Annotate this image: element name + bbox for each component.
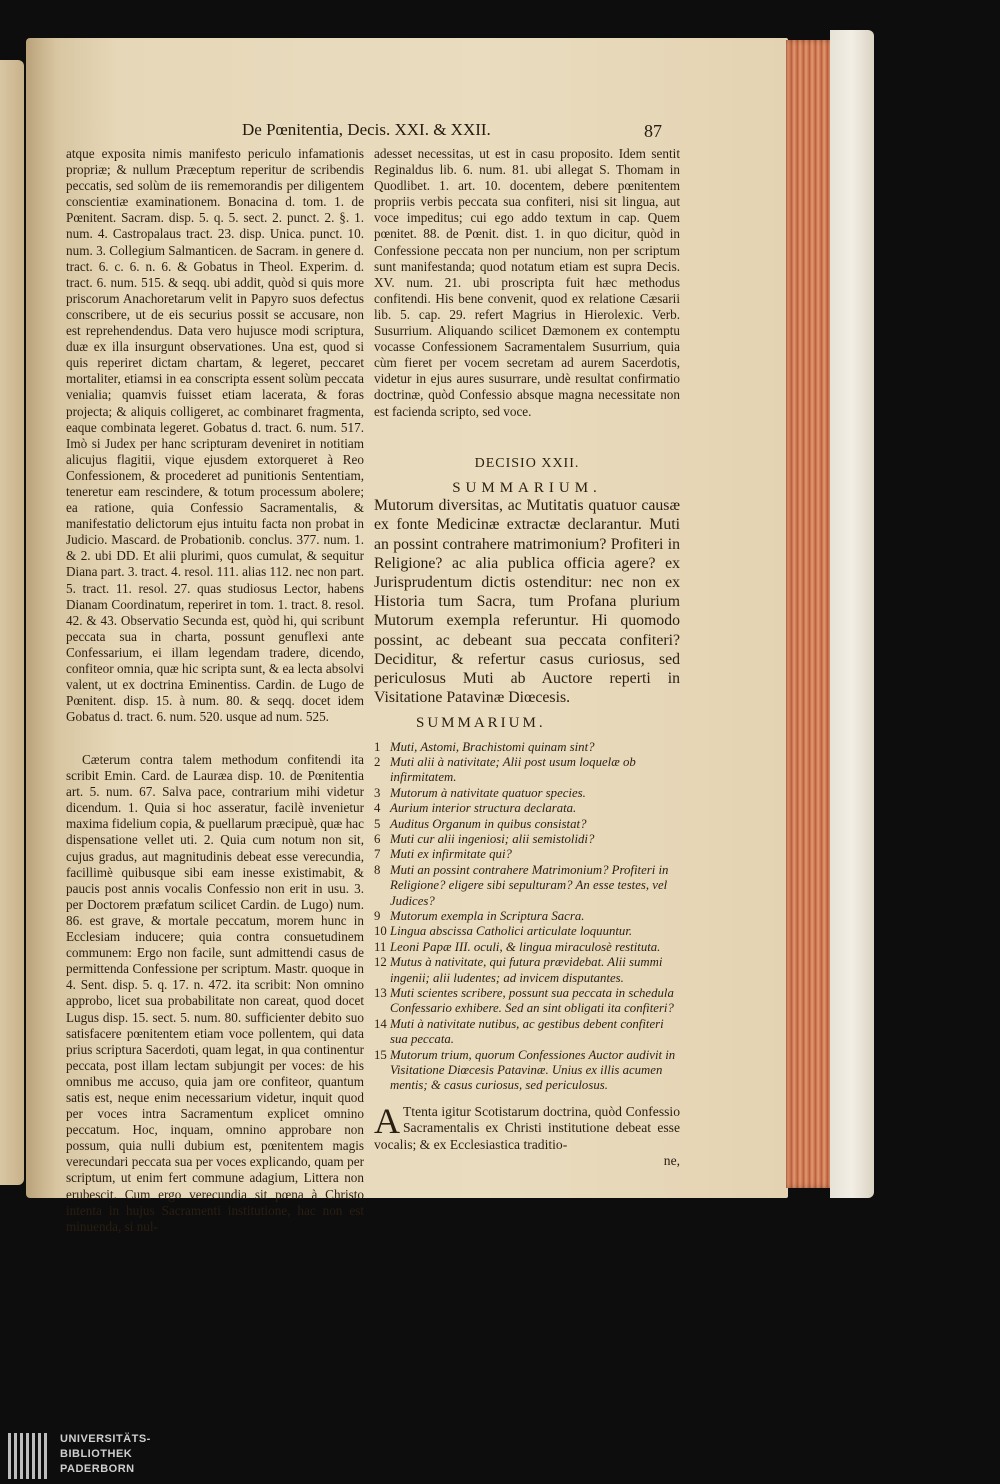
summary-list xyxy=(374,740,680,1094)
summary-item-number: 13 xyxy=(374,986,387,1001)
summary-item-text: Auditus Organum in quibus consistat? xyxy=(390,816,587,831)
summary-item xyxy=(374,755,680,786)
summary-item xyxy=(374,1048,680,1094)
summary-item-text: Lingua abscissa Catholici articulate loquuntur. xyxy=(390,924,633,939)
final-text: Ttenta igitur Scotistarum doctrina, quòd Confessio Sacramentalis ex Christi institutione debeat esse vocalis; & ex Ecclesiastica traditio- xyxy=(374,1103,680,1152)
decisio-heading: DECISIO XXII. xyxy=(474,456,580,471)
summary-item xyxy=(374,801,680,816)
summary-item xyxy=(374,832,680,847)
summary-item-number: 2 xyxy=(374,754,381,769)
summary-item-text: Mutorum à nativitate quatuor species. xyxy=(390,785,586,800)
left-column xyxy=(66,146,364,1234)
summary-item-number: 12 xyxy=(374,955,387,970)
page-fore-edge xyxy=(786,40,832,1188)
summary-item-text: Muti, Astomi, Brachistomi quinam sint? xyxy=(390,739,595,754)
summarium-heading: SUMMARIUM. xyxy=(452,480,602,497)
logo-line-2: BIBLIOTHEK xyxy=(60,1448,133,1460)
library-logo-icon xyxy=(8,1433,50,1479)
facing-page-edge xyxy=(0,60,24,1185)
summary-item-text: Muti à nativitate nutibus, ac gestibus debent confiteri sua peccata. xyxy=(390,1016,664,1047)
running-header xyxy=(242,118,742,144)
decisio-abstract: Mutorum diversitas, ac Mutitatis quatuor causæ ex fonte Medicinæ extractæ declarantur. Muti an possint contrahere matrimonium? Profiteri in Religione? ac alia publica officia agere? ex Jurisprudentum dictis ostenditur: nec non ex Historia tum Sacra, tum Profana plurium Mutorum exempla referuntur. Hi quomodo possint, ac debeant sua peccata confiteri? Deciditur, & refertur casus curiosus, sed periculosus Muti ab Auctore reperti in Visitatione Patavinæ Diœcesis. xyxy=(374,497,680,707)
logo-line-3: PADERBORN xyxy=(60,1463,135,1475)
summary-item xyxy=(374,786,680,801)
summary-item-number: 8 xyxy=(374,862,381,877)
summary-item-text: Muti cur alii ingeniosi; alii semistolidi? xyxy=(390,831,595,846)
page-number: 87 xyxy=(644,121,662,141)
summary-item xyxy=(374,986,680,1017)
summary-item-text: Muti scientes scribere, possunt sua peccata in schedula Confessario exhibere. Sed an sint obligati ita confiteri? xyxy=(390,986,674,1016)
summary-item-number: 3 xyxy=(374,785,381,800)
summary-item-text: Muti an possint contrahere Matrimonium? Profiteri in Religione? eligere sibi sepulturam? An esse testes, vel Judices? xyxy=(390,862,669,908)
book-cover xyxy=(830,30,874,1198)
summarium-heading-2: SUMMARIUM. xyxy=(416,715,546,732)
summary-item-text: Aurium interior structura declarata. xyxy=(390,801,577,816)
summary-item-number: 10 xyxy=(374,924,387,939)
summary-item xyxy=(374,924,680,939)
summary-item xyxy=(374,1017,680,1048)
summary-item xyxy=(374,940,680,955)
summary-item xyxy=(374,740,680,755)
summary-item-number: 11 xyxy=(374,939,387,954)
summary-item-number: 1 xyxy=(374,739,381,754)
summary-item-text: Leoni Papæ III. oculi, & lingua miraculosè restituta. xyxy=(390,939,661,954)
summary-item-text: Muti alii à nativitate; Alii post usum loquelæ ob infirmitatem. xyxy=(390,754,636,785)
logo-line-1: UNIVERSITÄTS- xyxy=(60,1433,151,1445)
summary-item-number: 4 xyxy=(374,801,381,816)
left-paragraph-1: atque exposita nimis manifesto periculo infamationis propriæ; & nullum Præceptum reperitur de scribendis peccatis, sed solùm de iis rememorandis per diligentem conscientiæ examinationem. Bonacina d. tom. 1. de Pœnitent. Sacram. disp. 5. q. 5. sect. 2. punct. 2. §. 1. num. 4. Castropalaus tract. 23. disp. Unica. punct. 10. num. 3. Collegium Salmanticen. de Sacram. in genere d. tract. 6. c. 6. n. 6. & Gobatus in Theol. Experim. d. tract. 6. num. 515. & seqq. ubi addit, quòd si quis more priscorum Anachoretarum velit in Papyro suos defectus conscribere, ut de eis securius possit se accusare, non est reprehendendus. Data vero hujusce modi scriptura, duæ ex illa insurgunt observationes. Una est, quod si quis reperiret dictam chartam, & legeret, peccaret mortaliter, etiamsi in ea conscripta essent solùm peccata venialia; quamvis fuisset etiam lacerata, & foras projecta; & aliquis colligeret, ac combinaret fragmenta, eaque combinata legeret. Gobatus d. tract. 6. num. 517. Imò si Judex per hanc scripturam deveniret in notitiam alicujus flagitii, vique ejusdem extorqueret à Reo Confessionem, & procederet ad punitionis Sententiam, teneretur eam rescindere, & totum processum abolere; ea ratione, quia Confessio Sacramentalis, & manifestatio delictorum ejus intuitu facta non probat in Judicio. Mascard. de Probationib. conclus. 377. num. 1. & 2. ubi DD. Et alii plurimi, quos cumulat, & sequitur Diana part. 3. tract. 4. resol. 111. alias 112. nec non part. 5. tract. 11. resol. 27. quas studiosus Lector, habens Dianam Coordinatum, reperiret in tom. 1. tract. 8. resol. 42. & 43. Observatio Secunda est, quòd hi, qui scribunt peccata sua in charta, possunt genuflexi ante Confessarium, ei illam legendam tradere, dicendo, confiteor omnia, quæ hic scripta sunt, & ea lecta absolvi valent, ut ex doctrina Eminentiss. Cardin. de Lugo de Pœnitent. disp. 15. à num. 80. & seqq. docet idem Gobatus d. tract. 6. num. 520. usque ad num. 525. xyxy=(66,146,364,725)
summary-item-number: 14 xyxy=(374,1016,387,1031)
running-title: De Pœnitentia, Decis. XXI. & XXII. xyxy=(242,120,491,139)
summary-item-text: Mutorum trium, quorum Confessiones Auctor audivit in Visitatione Diœcesis Patavinæ. Unius ex illis acumen mentis; & casus curiosus, sed periculosus. xyxy=(390,1047,676,1093)
summary-item-number: 7 xyxy=(374,847,381,862)
summary-item xyxy=(374,909,680,924)
summary-item xyxy=(374,817,680,832)
left-paragraph-2: Cæterum contra talem methodum confitendi ita scribit Emin. Card. de Lauræa disp. 10. de Pœnitentia art. 5. num. 67. Salva pace, contrarium mihi videtur dicendum. 1. Quia si hoc asseratur, facilè invenietur maxima fidelium copia, & puellarum præcipuè, quæ hac dispensatione vellet uti. 2. Quia cum notum non sit, cujus gradus, aut magnitudinis debeat esse verecundia, facillimè quibusque sibi eam inesse existimabit, & paucis post annis vocalis Confessio non erit in usu. 3. per Doctorem præfatum scilicet Cardin. de Lugo) num. 86. est grave, & mortale peccatum, morem hunc in Ecclesiam inducere; quia contra consuetudinem communem: Ergo non facile, sunt admittendi casus de permittenda Confessione per scriptum. Mastr. quoque in 4. Sent. disp. 5. q. 17. n. 472. ita scribit: Non omnino approbo, licet sua probabilitate non careat, quod docet Lugus disp. 15. sect. 5. num. 80. sufficienter debito suo satisfacere pœnitentem etiam voce pollentem, qui data prius scriptura Sacerdoti, quam legat, in qua continentur peccata, post illam lectam subjungit per voces: de his omnibus me accuso, quia jam ore confiteor, quantum satis est, neque enim necessarium videtur, inquit quod per voces intra Sacramentum explicet omnino peccatum. Hoc, inquam, omnino approbare non possum, quia nulli dubium est, pœnitentem magis verecundari peccata sua per voces explicando, quam per scriptum, ut enim fert commune adagium, Littera non erubescit. Cum ergo verecundia sit pœna à Christo intenta in hujus Sacramenti institutione, hac non est minuenda, si nul- xyxy=(66,752,364,1234)
catchword: ne, xyxy=(663,1153,680,1169)
right-paragraph-top: adesset necessitas, ut est in casu proposito. Idem sentit Reginaldus lib. 6. num. 81. ubi allegat S. Thomam in Quodlibet. 1. art. 10. docentem, debere pœnitentem propriis verbis peccata sua confiteri, nisi sit lingua, aut voce impeditus; cui ego addo textum in cap. Quem pœnitet. 88. de Pœnit. dist. 1. in quo dicitur, quòd in Confessione peccata non per nuncium, non per scriptum sunt manifestanda; quod notatum etiam est supra Decis. XV. num. 21. ubi proscripta fuit hæc methodus confitendi. His bene convenit, quod ex relatione Cæsarii lib. 5. cap. 29. refert Magrius in Hierolexic. Verb. Susurrium. Aliquando scilicet Dæmonem ex contemptu vocasse Confessionem Sacramentalem Susurrium, quia cùm fieret per vocem secretam ad aurem Sacerdotis, videtur in ejus aures susurrare, undè resultat confirmatio doctrinæ, quòd Confessio absque magna necessitate non est facienda scripto, sed voce. xyxy=(374,146,680,419)
summary-item-number: 5 xyxy=(374,816,381,831)
right-column xyxy=(374,146,680,1170)
summary-item xyxy=(374,847,680,862)
summary-item-text: Mutorum exempla in Scriptura Sacra. xyxy=(390,908,585,923)
summary-item-number: 9 xyxy=(374,908,381,923)
summary-item-number: 15 xyxy=(374,1047,387,1062)
summary-item xyxy=(374,955,680,986)
final-paragraph xyxy=(374,1100,680,1170)
library-logo xyxy=(8,1430,208,1480)
summary-item-text: Mutus à nativitate, qui futura prævidebat. Alii summi ingenii; alii ludentes; ad invicem disputantes. xyxy=(390,955,663,985)
summary-item xyxy=(374,863,680,909)
summary-item-text: Muti ex infirmitate qui? xyxy=(390,847,512,862)
summary-item-number: 6 xyxy=(374,831,381,846)
dropcap: A xyxy=(374,1100,400,1141)
